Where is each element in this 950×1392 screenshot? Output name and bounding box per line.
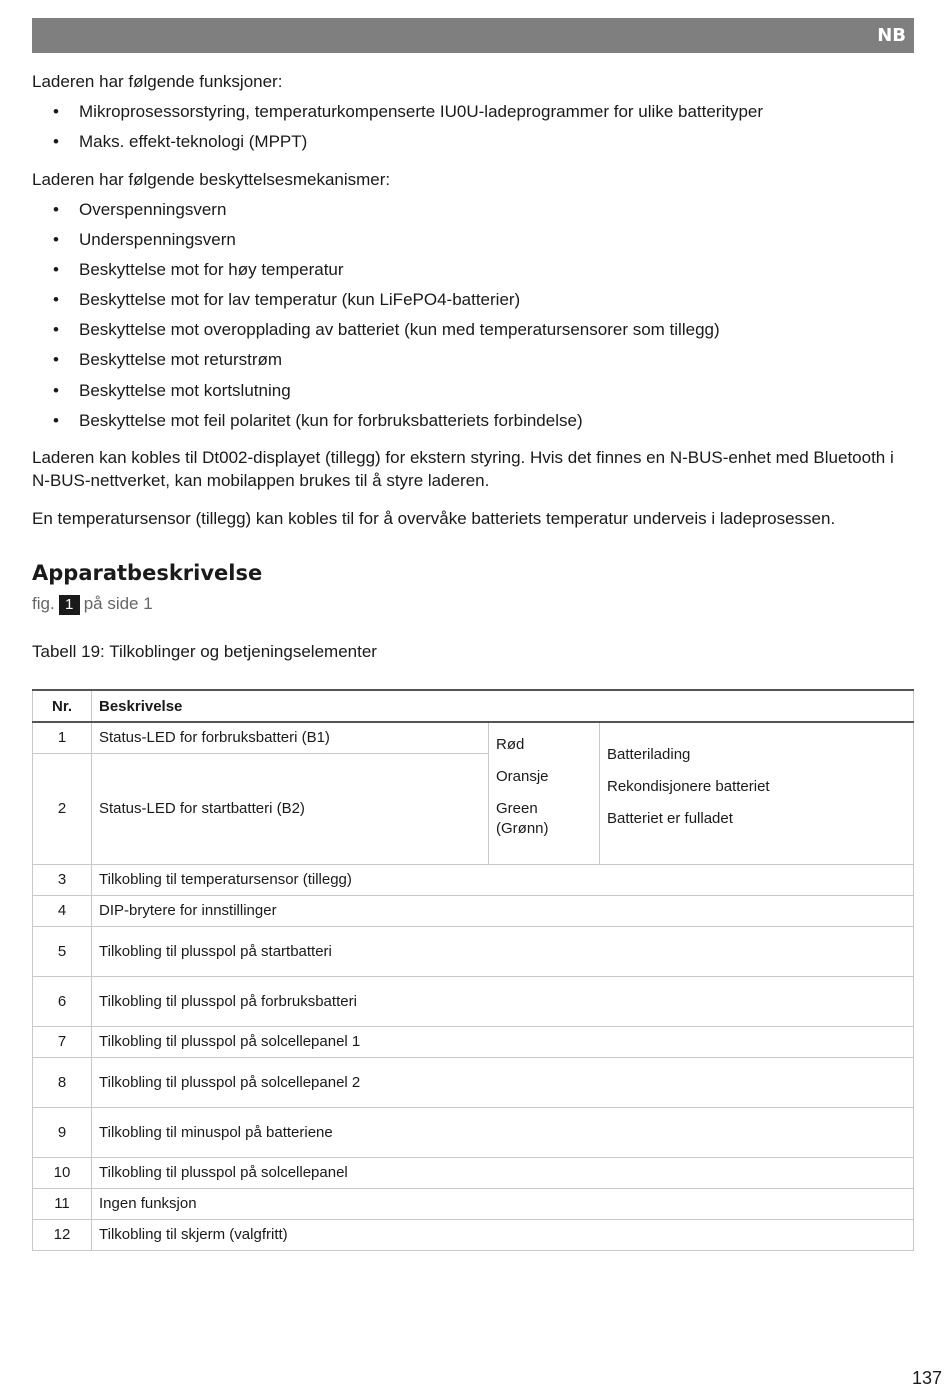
protections-list bbox=[32, 198, 720, 439]
table-row bbox=[33, 1219, 914, 1250]
list-item: • Underspenningsvern bbox=[32, 228, 720, 258]
table-row bbox=[33, 976, 914, 1026]
table-row bbox=[33, 1057, 914, 1107]
intro-functions: Laderen har følgende funksjoner: bbox=[32, 72, 283, 91]
row-description: Ingen funksjon bbox=[92, 1188, 914, 1219]
section-title: Apparatbeskrivelse bbox=[32, 561, 263, 585]
page-number: 137 bbox=[911, 1368, 942, 1388]
led-meaning: Batteriet er fulladet bbox=[607, 810, 733, 828]
fig-number: 1 bbox=[59, 595, 80, 615]
table-row bbox=[33, 926, 914, 976]
list-item: • Maks. effekt-teknologi (MPPT) bbox=[32, 130, 763, 160]
table-caption: Tabell 19: Tilkoblinger og betjeningselementer bbox=[32, 642, 377, 661]
paragraph-display: Laderen kan kobles til Dt002-displayet (tillegg) for ekstern styring. Hvis det finnes en N-BUS-enhet med Bluetooth i N-BUS-nettverket, kan mobilappen brukes til å styre laderen. bbox=[32, 448, 894, 490]
fig-suffix: på side 1 bbox=[83, 594, 153, 613]
list-item: • Beskyttelse mot returstrøm bbox=[32, 348, 720, 378]
row-description: Tilkobling til plusspol på solcellepanel 1 bbox=[92, 1026, 914, 1057]
table-row bbox=[33, 1107, 914, 1157]
table-row bbox=[33, 722, 914, 753]
column-header-description: Beskrivelse bbox=[92, 690, 914, 722]
led-meanings bbox=[600, 722, 914, 864]
row-number: 11 bbox=[33, 1188, 92, 1219]
row-description: DIP-brytere for innstillinger bbox=[92, 895, 914, 926]
header-bar bbox=[32, 18, 914, 53]
list-item: • Beskyttelse mot overopplading av batteriet (kun med temperatursensorer som tillegg) bbox=[32, 318, 720, 348]
table-row bbox=[33, 1188, 914, 1219]
connections-table bbox=[32, 689, 914, 1251]
functions-list bbox=[32, 100, 763, 160]
list-item: • Beskyttelse mot for lav temperatur (kun LiFePO4-batterier) bbox=[32, 288, 720, 318]
row-description: Status-LED for startbatteri (B2) bbox=[92, 753, 489, 864]
row-number: 2 bbox=[33, 753, 92, 864]
led-colors bbox=[489, 722, 600, 864]
led-color: Green (Grønn) bbox=[496, 800, 549, 838]
row-number: 12 bbox=[33, 1219, 92, 1250]
figure-reference bbox=[32, 594, 153, 615]
row-number: 1 bbox=[33, 722, 92, 753]
intro-protections: Laderen har følgende beskyttelsesmekanismer: bbox=[32, 170, 391, 189]
row-number: 7 bbox=[33, 1026, 92, 1057]
row-number: 9 bbox=[33, 1107, 92, 1157]
fig-prefix: fig. bbox=[32, 594, 55, 613]
row-description: Status-LED for forbruksbatteri (B1) bbox=[92, 722, 489, 753]
led-color: Oransje bbox=[496, 768, 549, 786]
row-number: 8 bbox=[33, 1057, 92, 1107]
list-item: • Overspenningsvern bbox=[32, 198, 720, 228]
row-number: 10 bbox=[33, 1157, 92, 1188]
list-item: • Beskyttelse mot feil polaritet (kun for forbruksbatteriets forbindelse) bbox=[32, 409, 720, 439]
row-description: Tilkobling til minuspol på batteriene bbox=[92, 1107, 914, 1157]
led-meaning: Batterilading bbox=[607, 746, 691, 764]
list-item: • Beskyttelse mot kortslutning bbox=[32, 379, 720, 409]
row-description: Tilkobling til skjerm (valgfritt) bbox=[92, 1219, 914, 1250]
table-row bbox=[33, 864, 914, 895]
row-number: 5 bbox=[33, 926, 92, 976]
row-number: 4 bbox=[33, 895, 92, 926]
row-number: 6 bbox=[33, 976, 92, 1026]
table-row bbox=[33, 1157, 914, 1188]
row-description: Tilkobling til plusspol på forbruksbatteri bbox=[92, 976, 914, 1026]
led-color: Rød bbox=[496, 736, 525, 754]
row-description: Tilkobling til plusspol på solcellepanel 2 bbox=[92, 1057, 914, 1107]
table-row bbox=[33, 1026, 914, 1057]
list-item: • Beskyttelse mot for høy temperatur bbox=[32, 258, 720, 288]
column-header-nr: Nr. bbox=[33, 690, 92, 722]
row-number: 3 bbox=[33, 864, 92, 895]
led-meaning: Rekondisjonere batteriet bbox=[607, 778, 770, 796]
paragraph-sensor: En temperatursensor (tillegg) kan kobles til for å overvåke batteriets temperatur underveis i ladeprosessen. bbox=[32, 509, 836, 528]
row-description: Tilkobling til plusspol på solcellepanel bbox=[92, 1157, 914, 1188]
table-row bbox=[33, 895, 914, 926]
row-description: Tilkobling til temperatursensor (tillegg) bbox=[92, 864, 914, 895]
row-description: Tilkobling til plusspol på startbatteri bbox=[92, 926, 914, 976]
list-item: • Mikroprosessorstyring, temperaturkompenserte IU0U-ladeprogrammer for ulike batterityper bbox=[32, 100, 763, 130]
language-code: NB bbox=[877, 25, 906, 46]
